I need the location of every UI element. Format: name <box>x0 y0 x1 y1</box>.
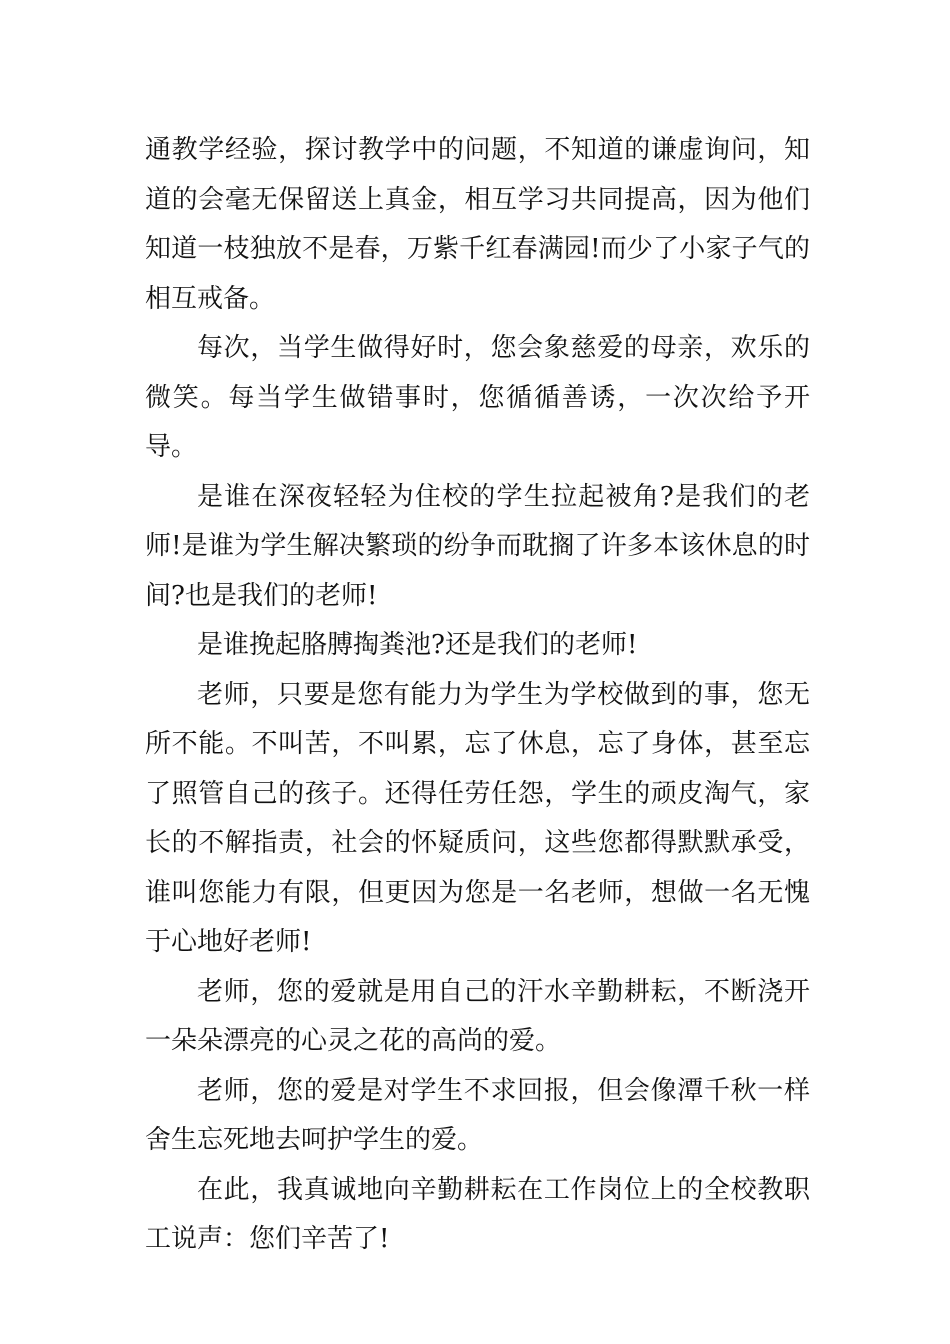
paragraph: 是谁在深夜轻轻为住校的学生拉起被角?是我们的老师!是谁为学生解决繁琐的纷争而耽搁了许多本该休息的时间?也是我们的老师! <box>145 481 810 611</box>
paragraph: 在此，我真诚地向辛勤耕耘在工作岗位上的全校教职工说声：您们辛苦了! <box>145 1174 810 1254</box>
paragraph: 是谁挽起胳膊掏粪池?还是我们的老师! <box>197 630 638 660</box>
document-body <box>145 126 810 1265</box>
paragraph: 通教学经验，探讨教学中的问题，不知道的谦虚询问，知道的会毫无保留送上真金，相互学习共同提高，因为他们知道一枝独放不是春，万紫千红春满园!而少了小家子气的相互戒备。 <box>145 135 810 314</box>
paragraph: 老师，您的爱就是用自己的汗水辛勤耕耘，不断浇开一朵朵漂亮的心灵之花的高尚的爱。 <box>145 976 810 1056</box>
paragraph: 老师，您的爱是对学生不求回报，但会像潭千秋一样舍生忘死地去呵护学生的爱。 <box>145 1075 810 1155</box>
paragraph: 每次，当学生做得好时，您会象慈爱的母亲，欢乐的微笑。每当学生做错事时，您循循善诱，一次次给予开导。 <box>145 333 810 462</box>
paragraph: 老师，只要是您有能力为学生为学校做到的事，您无所不能。不叫苦，不叫累，忘了休息，忘了身体，甚至忘了照管自己的孩子。还得任劳任怨，学生的顽皮淘气，家长的不解指责，社会的怀疑质问，这些您都得默默承受，谁叫您能力有限，但更因为您是一名老师，想做一名无愧于心地好老师! <box>145 679 810 957</box>
